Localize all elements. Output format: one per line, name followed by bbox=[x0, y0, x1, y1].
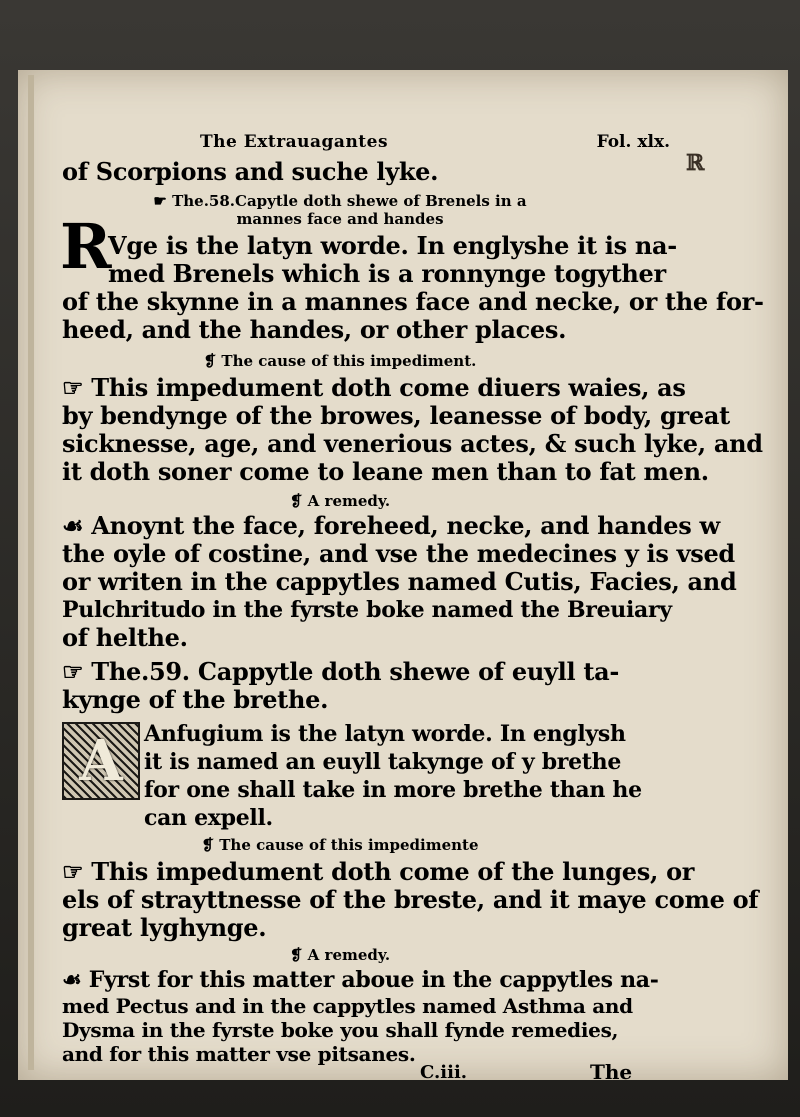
text-line: ☙ Fyrst for this matter aboue in the cappytles na- bbox=[62, 967, 659, 993]
running-title: The Extrauagantes bbox=[200, 132, 389, 152]
text-line: Anfugium is the latyn worde. In englysh bbox=[144, 721, 626, 747]
remedy-heading: ❡ A remedy. bbox=[289, 492, 391, 510]
text-line: Dysma in the fyrste boke you shall fynde remedies, bbox=[62, 1018, 619, 1042]
text-line: ☞ This impedument doth come diuers waies, as bbox=[62, 373, 686, 402]
text-line: by bendynge of the browes, leanesse of body, great bbox=[62, 401, 730, 430]
woodcut-initial bbox=[62, 722, 140, 800]
text-line: sicknesse, age, and venerious actes, & such lyke, and bbox=[62, 429, 763, 458]
text-line: els of strayttnesse of the breste, and it maye come of bbox=[62, 885, 759, 914]
chapter-heading: ☞ The.59. Cappytle doth shewe of euyll ta- bbox=[62, 657, 620, 686]
text-line: Pulchritudo in the fyrste boke named the Breuiary bbox=[62, 597, 672, 623]
text-line: med Brenels which is a ronnynge togyther bbox=[108, 259, 666, 288]
text-line: of helthe. bbox=[62, 623, 188, 652]
text-line: med Pectus and in the cappytles named Asthma and bbox=[62, 994, 633, 1018]
text-line: and for this matter vse pitsanes. bbox=[62, 1042, 416, 1066]
woodcut-letter: A bbox=[79, 728, 123, 794]
text-line: it is named an euyll takynge of y brethe bbox=[144, 749, 622, 775]
cause-heading: ❡ The cause of this impediment. bbox=[203, 352, 477, 370]
page-header bbox=[200, 132, 670, 158]
text-line: ☙ Anoynt the face, foreheed, necke, and handes w bbox=[62, 511, 720, 540]
text-line: of Scorpions and suche lyke. bbox=[62, 157, 439, 186]
folio-number: Fol. xlx. bbox=[596, 132, 670, 152]
text-line: Vge is the latyn worde. In englyshe it is na- bbox=[108, 231, 677, 260]
chapter-heading: ☛ The.58.Capytle doth shewe of Brenels in a bbox=[153, 192, 527, 210]
drop-capital: R bbox=[60, 210, 112, 283]
text-line: heed, and the handes, or other places. bbox=[62, 315, 567, 344]
chapter-heading-cont: mannes face and handes bbox=[236, 210, 444, 228]
remedy-heading: ❡ A remedy. bbox=[289, 946, 391, 964]
text-line: the oyle of costine, and vse the medecines y is vsed bbox=[62, 539, 735, 568]
text-line: of the skynne in a mannes face and necke, or the for- bbox=[62, 287, 764, 316]
text-line: great lyghynge. bbox=[62, 913, 267, 942]
text-line: ☞ This impedument doth come of the lunges, or bbox=[62, 857, 695, 886]
chapter-heading-cont: kynge of the brethe. bbox=[62, 685, 329, 714]
signature-mark: C.iii. bbox=[420, 1062, 468, 1083]
text-line: or writen in the cappytles named Cutis, Facies, and bbox=[62, 567, 737, 596]
cause-heading: ❡ The cause of this impedimente bbox=[201, 836, 479, 854]
text-line: can expell. bbox=[144, 805, 273, 831]
text-line: for one shall take in more brethe than he bbox=[144, 777, 642, 803]
margin-mark: ℝ bbox=[686, 150, 705, 176]
catchword: The bbox=[590, 1060, 633, 1084]
text-line: it doth soner come to leane men than to fat men. bbox=[62, 457, 709, 486]
